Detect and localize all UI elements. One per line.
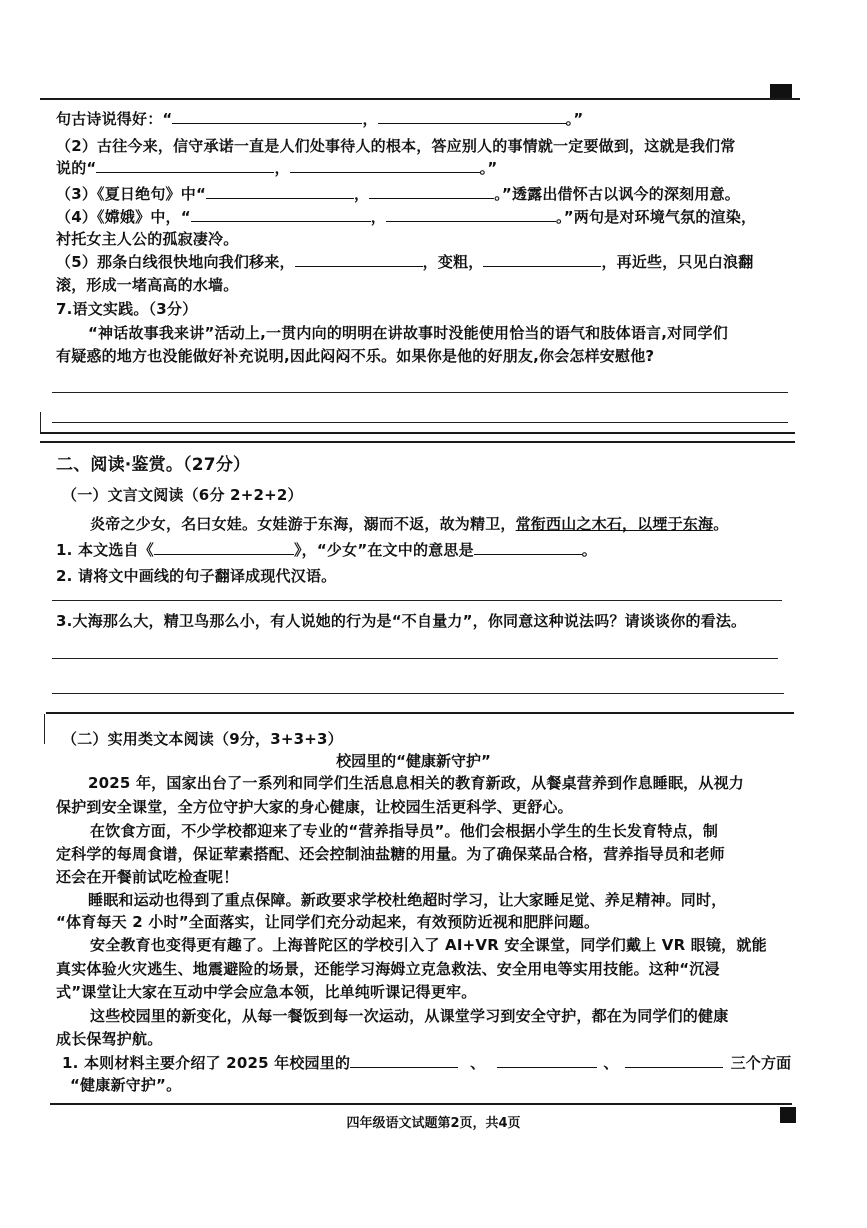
q6-line-3 <box>56 157 497 179</box>
page-footer: 四年级语文试题第2页，共4页 <box>346 1116 521 1131</box>
q6-line-2: （2）古往今来，信守承诺一直是人们处事待人的根本，答应别人的事情就一定要做到，这就是我们常 <box>56 137 736 155</box>
top-rule <box>40 98 800 100</box>
answer-blank[interactable] <box>625 1053 723 1068</box>
q7-title: 7.语文实践。（3分） <box>56 300 198 318</box>
answer-blank[interactable] <box>154 540 294 555</box>
classical-passage <box>90 513 728 535</box>
text: 。” <box>479 159 498 177</box>
q7-answer-line-2[interactable] <box>52 422 788 423</box>
passage-line-6: 睡眠和运动也得到了重点保障。新政要求学校杜绝超时学习，让大家睡足觉、养足精神。同时， <box>88 891 727 909</box>
answer-blank[interactable] <box>497 1053 597 1068</box>
passage-line-9: 真实体验火灾逃生、地震避险的场景，还能学习海姆立克急救法、安全用电等实用技能。这种“沉浸 <box>56 960 720 978</box>
text: ， <box>354 185 370 203</box>
q6-line-7 <box>56 251 753 273</box>
text: 、 <box>603 1054 619 1072</box>
text: 》，“少女”在文中的意思是 <box>293 541 474 559</box>
text: （5）那条白线很快地向我们移来， <box>56 253 295 271</box>
section2-sub1: （一）文言文阅读（6分 2+2+2） <box>62 486 303 504</box>
text: 。 <box>581 541 597 559</box>
passage-line-12: 成长保驾护航。 <box>56 1030 163 1048</box>
part2-question-1 <box>62 1052 791 1074</box>
passage-line-1: 2025 年，国家出台了一系列和同学们生活息息相关的教育新政，从餐桌营养到作息睡眠，从视力 <box>88 774 744 792</box>
text: 1. 本文选自《 <box>56 541 154 559</box>
q7-paragraph-2: 有疑惑的地方也没能做好补充说明,因此闷闷不乐。如果你是他的好朋友,你会怎样安慰他? <box>56 347 655 365</box>
q6-line-5 <box>56 206 756 228</box>
answer-blank[interactable] <box>483 252 601 267</box>
text: （4）《嫦娥》中，“ <box>56 208 191 226</box>
answer-blank[interactable] <box>191 207 371 222</box>
passage-line-4: 定科学的每周食谱，保证荤素搭配、还会控制油盐糖的用量。为了确保菜品合格，营养指导员和老师 <box>56 845 725 863</box>
part2-top-rule <box>46 712 794 714</box>
text: ， <box>370 208 386 226</box>
passage-line-11: 这些校园里的新变化，从每一餐饭到每一次运动，从课堂学习到安全守护，都在为同学们的健康 <box>90 1007 729 1025</box>
answer-blank[interactable] <box>378 109 566 124</box>
text: ，再近些，只见白浪翻 <box>601 253 754 271</box>
passage-line-2: 保护到安全课堂，全方位守护大家的身心健康，让校园生活更科学、更舒心。 <box>56 798 573 816</box>
passage-line-3: 在饮食方面，不少学校都迎来了专业的“营养指导员”。他们会根据小学生的生长发育特点，制 <box>90 822 719 840</box>
text: 。” <box>565 110 584 128</box>
text: 1. 本则材料主要介绍了 2025 年校园里的 <box>62 1054 351 1072</box>
text: 句古诗说得好：“ <box>56 110 173 128</box>
answer-blank[interactable] <box>206 184 354 199</box>
q7-box-left-edge <box>40 412 41 434</box>
answer-blank[interactable] <box>474 540 582 555</box>
text: 。”透露出借怀古以讽今的深刻用意。 <box>494 185 740 203</box>
s2-question-3: 3.大海那么大，精卫鸟那么小，有人说她的行为是“不自量力”，你同意这种说法吗？请谈谈你的看法。 <box>56 612 747 630</box>
q6-line-8: 滚，形成一堵高高的水墙。 <box>56 276 239 294</box>
text: （3）《夏日绝句》中“ <box>56 185 206 203</box>
text: ， <box>362 110 378 128</box>
part2-box-left-edge <box>44 714 45 744</box>
s2-question-2: 2. 请将文中画线的句子翻译成现代汉语。 <box>56 567 337 585</box>
text: ，变粗， <box>422 253 484 271</box>
s2-question-1 <box>56 539 597 561</box>
underlined-sentence: 常衔西山之木石，以堙于东海 <box>515 515 714 533</box>
part2-question-1-cont: “健康新守护”。 <box>70 1076 182 1094</box>
text: 、 <box>470 1054 486 1072</box>
section2-title: 二、阅读·鉴赏。（27分） <box>56 455 251 475</box>
answer-blank[interactable] <box>295 252 423 267</box>
answer-blank[interactable] <box>290 158 480 173</box>
answer-blank[interactable] <box>96 158 274 173</box>
text: 。”两句是对环境气氛的渲染， <box>556 208 757 226</box>
text: 炎帝之少女，名曰女娃。女娃游于东海，溺而不返，故为精卫， <box>90 515 516 533</box>
passage-line-5: 还会在开餐前试吃检查呢！ <box>56 868 239 886</box>
section-divider-1 <box>40 432 795 434</box>
passage-line-7: “体育每天 2 小时”全面落实，让同学们充分动起来，有效预防近视和肥胖问题。 <box>56 913 600 931</box>
q6-line-6: 衬托女主人公的孤寂凄冷。 <box>56 230 239 248</box>
s2-q2-answer-line[interactable] <box>52 600 782 601</box>
footer-rule <box>50 1103 792 1105</box>
text: 三个方面 <box>730 1054 792 1072</box>
passage-line-10: 式”课堂让大家在互动中学会应急本领，比单纯听课记得更牢。 <box>56 983 477 1001</box>
part2-title: 校园里的“健康新守护” <box>336 752 491 770</box>
q7-answer-line-1[interactable] <box>52 392 788 393</box>
q6-line-1 <box>56 108 583 130</box>
section-divider-2 <box>40 441 795 443</box>
s2-q3-answer-line-2[interactable] <box>52 693 784 694</box>
text: 。 <box>713 515 729 533</box>
part2-heading: （二）实用类文本阅读（9分，3+3+3） <box>62 730 343 748</box>
answer-blank[interactable] <box>386 207 556 222</box>
s2-q3-answer-line-1[interactable] <box>52 658 778 659</box>
q7-paragraph-1: “神话故事我来讲”活动上,一贯内向的明明在讲故事时没能使用恰当的语气和肢体语言,对同学们 <box>88 324 728 342</box>
passage-line-8: 安全教育也变得更有趣了。上海普陀区的学校引入了 AI+VR 安全课堂，同学们戴上 VR 眼镜，就能 <box>90 936 767 954</box>
corner-mark-top <box>770 84 792 99</box>
q6-line-4 <box>56 183 740 205</box>
answer-blank[interactable] <box>350 1053 458 1068</box>
answer-blank[interactable] <box>172 109 362 124</box>
answer-blank[interactable] <box>369 184 494 199</box>
text: ， <box>274 159 290 177</box>
text: 说的“ <box>56 159 97 177</box>
